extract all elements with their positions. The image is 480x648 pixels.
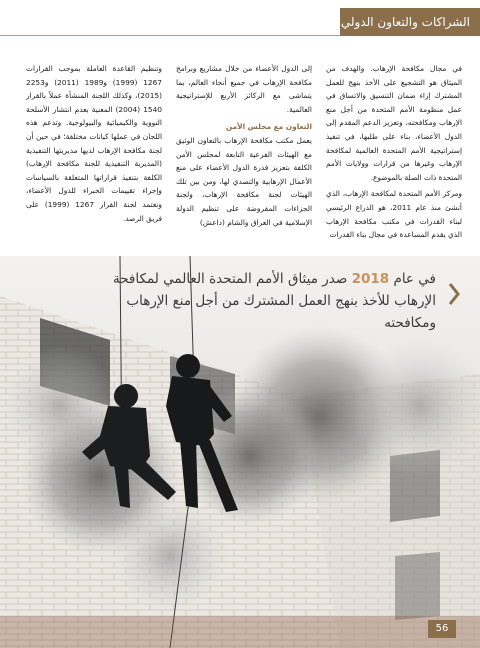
paragraph: وتنظيم القاعدة العاملة بموجب القرارات 1267 (1999) و1989 (2011) و2253 (2015)، وكذلك اللجنة المنشأة عملاً بالقرار 1540 (2004) المعنية بعدم انتشار الأسلحة النووية والكيميائية والبيولوجية. وتدعم هذه اللجان في عملها كيانات مختلفة؛ في حين أن لجنة مكافحة الإرهاب لديها مديريتها التنفيذية (المديرية التنفيذية للجنة مكافحة الإرهاب) الكلفة بتنفيذ قراراتها المتعلقة بالسياسات وإجراء تقييمات الخبراء للدول الأعضاء، وتعتمد لجنة القرار 1267 (1999) على فريق الرصد. (26, 64, 163, 223)
paragraph: إلى الدول الأعضاء من خلال مشاريع وبرامج مكافحة الإرهاب في جميع أنحاء العالم، بما يتماشى مع الركائز الأربع للإستراتيجية العالمية. (176, 64, 312, 114)
pull-quote-prefix: في عام (389, 271, 436, 287)
pull-quote (96, 268, 436, 334)
column-left (26, 62, 162, 228)
pull-quote-text: صدر ميثاق الأمم المتحدة العالمي لمكافحة الإرهاب للأخذ بنهج العمل المشترك من أجل منع الإرهاب ومكافحته (112, 271, 436, 331)
article-columns (26, 62, 462, 284)
column-right (326, 62, 462, 245)
paragraph: في مجال مكافحة الإرهاب. والهدف من الميثاق هو التشجيع على الأخذ بنهج للعمل المشترك إزاء ضمان التنسيق والاتساق في عمل منظومة الأمم المتحدة من أجل منع الإرهاب ومكافحته، وتعزيز الدعم المقدم إلى الدول الأعضاء، بناء على طلبها، في تنفيذ إستراتيجية الأمم المتحدة العالمية لمكافحة الإرهاب وغيرها من قرارات وولايات الأمم المتحدة ذات الصلة بالموضوع. (326, 64, 462, 182)
paragraph: ومركز الأمم المتحدة لمكافحة الإرهاب، الذي أنشئ منذ عام 2011، هو الذراع الرئيسي لبناء القدرات في مكتب مكافحة الإرهاب الذي يقدم المساعدة في مجال بناء القدرات (326, 189, 462, 240)
header-band (0, 8, 480, 38)
section-title: الشراكات والتعاون الدولي (340, 8, 480, 36)
section-subheading: التعاون مع مجلس الأمن (225, 122, 312, 132)
column-middle (176, 62, 312, 232)
pull-quote-year: 2018 (351, 271, 390, 287)
page-number: 56 (428, 620, 456, 638)
paragraph: يعمل مكتب مكافحة الإرهاب بالتعاون الوثيق مع الهيئات الفرعية التابعة لمجلس الأمن الكلفة بتعزيز قدرة الدول الأعضاء على منع الأعمال الإرهابية والتصدي لها، ومن بين تلك الهيئات لجنة مكافحة الإرهاب، ولجنة الجزاءات المفروضة على تنظيم الدولة الإسلامية في العراق والشام (داعش) (176, 135, 312, 227)
quote-chevron-icon (448, 282, 462, 306)
header-rule (0, 35, 340, 36)
